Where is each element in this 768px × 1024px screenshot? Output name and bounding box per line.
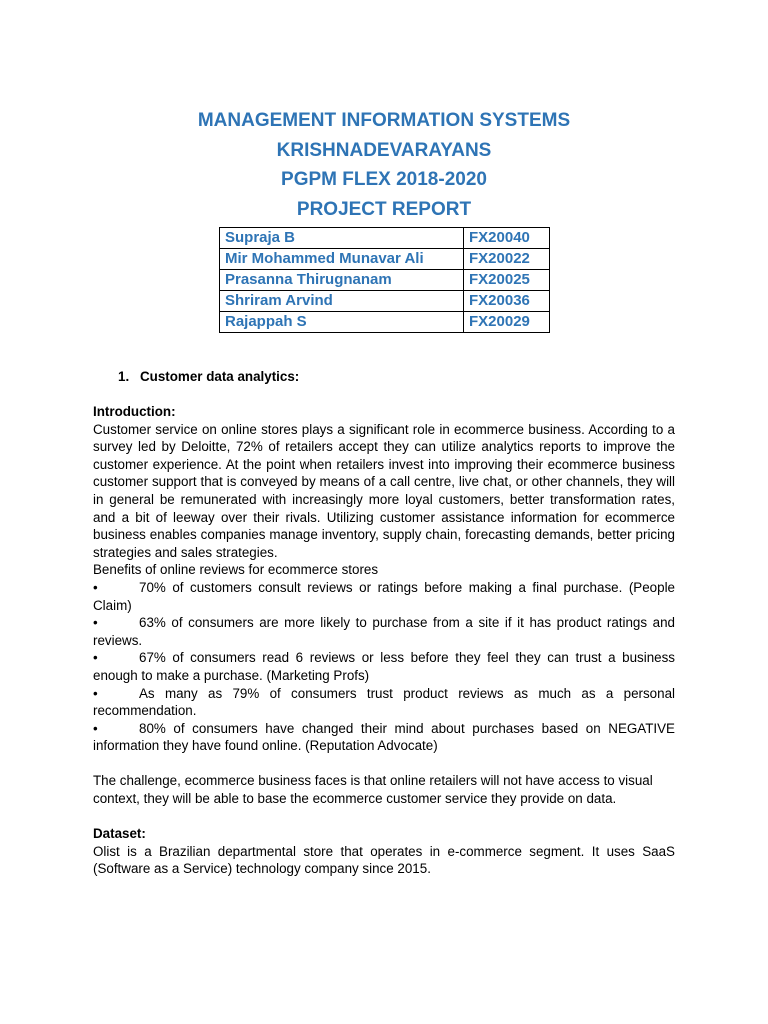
introduction-paragraph: Customer service on online stores plays a significant role in ecommerce business. According to a survey led by Deloitte, 72% of retailers accept they can utilize analytics reports to improve the customer experience. At the point when retailers invest into improving their ecommerce business customer support that is conveyed by means of a call centre, live chat, or other channels, they will in general be remunerated with increasingly more loyal customers, better transformation rates, and a bit of leeway over their rivals. Utilizing customer assistance information for ecommerce business enables companies manage inventory, supply chain, forecasting demands, better pricing strategies and sales strategies. bbox=[93, 421, 675, 560]
list-item bbox=[93, 720, 675, 755]
introduction-heading: Introduction: bbox=[93, 404, 176, 419]
benefits-heading: Benefits of online reviews for ecommerce stores bbox=[93, 562, 379, 578]
spacer bbox=[93, 755, 675, 773]
list-item bbox=[93, 649, 675, 684]
member-id: FX20040 bbox=[464, 228, 550, 249]
bullet-text: 63% of consumers are more likely to purchase from a site if it has product ratings and reviews. bbox=[93, 615, 675, 648]
dataset-paragraph: Olist is a Brazilian departmental store that operates in e-commerce segment. It uses SaaS (Software as a Service) technology company since 2015. bbox=[93, 843, 675, 877]
member-name: Rajappah S bbox=[220, 312, 464, 333]
table-row bbox=[220, 228, 550, 249]
list-item bbox=[93, 579, 675, 614]
member-id: FX20025 bbox=[464, 270, 550, 291]
bullet-icon: • bbox=[93, 650, 98, 666]
section-title: Customer data analytics: bbox=[140, 369, 300, 384]
bullet-icon: • bbox=[93, 685, 98, 701]
member-name: Supraja B bbox=[220, 228, 464, 249]
member-id: FX20029 bbox=[464, 312, 550, 333]
section-heading bbox=[118, 368, 299, 386]
bullet-icon: • bbox=[93, 579, 98, 595]
member-name: Shriram Arvind bbox=[220, 291, 464, 312]
member-id: FX20036 bbox=[464, 291, 550, 312]
section-number: 1. bbox=[118, 369, 130, 384]
member-id: FX20022 bbox=[464, 249, 550, 270]
table-row bbox=[220, 249, 550, 270]
report-body bbox=[93, 403, 675, 878]
title-line-program: PGPM FLEX 2018-2020 bbox=[281, 169, 487, 190]
member-name: Mir Mohammed Munavar Ali bbox=[220, 249, 464, 270]
title-line-report: PROJECT REPORT bbox=[296, 198, 472, 220]
bullet-text: As many as 79% of consumers trust product reviews as much as a personal recommendation. bbox=[93, 685, 675, 719]
title-line-team: KRISHNADEVARAYANS bbox=[276, 139, 492, 161]
spacer bbox=[93, 808, 675, 826]
list-item bbox=[93, 685, 675, 720]
table-row bbox=[220, 291, 550, 312]
bullet-icon: • bbox=[93, 720, 98, 736]
dataset-heading: Dataset: bbox=[93, 826, 146, 842]
list-item bbox=[93, 614, 675, 649]
bullet-icon: • bbox=[93, 615, 98, 631]
bullet-text: 80% of consumers have changed their mind about purchases based on NEGATIVE information they have found online. (Reputation Advocate) bbox=[93, 720, 675, 754]
report-title bbox=[0, 106, 768, 224]
challenge-paragraph: The challenge, ecommerce business faces is that online retailers will not have access to visual context, they will be able to base the ecommerce customer service they provide on data. bbox=[93, 773, 653, 807]
bullet-text: 67% of consumers read 6 reviews or less before they feel they can trust a business enough to make a purchase. (Marketing Profs) bbox=[93, 650, 675, 683]
bullet-text: 70% of customers consult reviews or ratings before making a final purchase. (People Claim) bbox=[93, 579, 675, 613]
table-row bbox=[220, 270, 550, 291]
members-table bbox=[219, 227, 550, 333]
member-name: Prasanna Thirugnanam bbox=[220, 270, 464, 291]
title-line-course: MANAGEMENT INFORMATION SYSTEMS bbox=[197, 110, 571, 131]
table-row bbox=[220, 312, 550, 333]
